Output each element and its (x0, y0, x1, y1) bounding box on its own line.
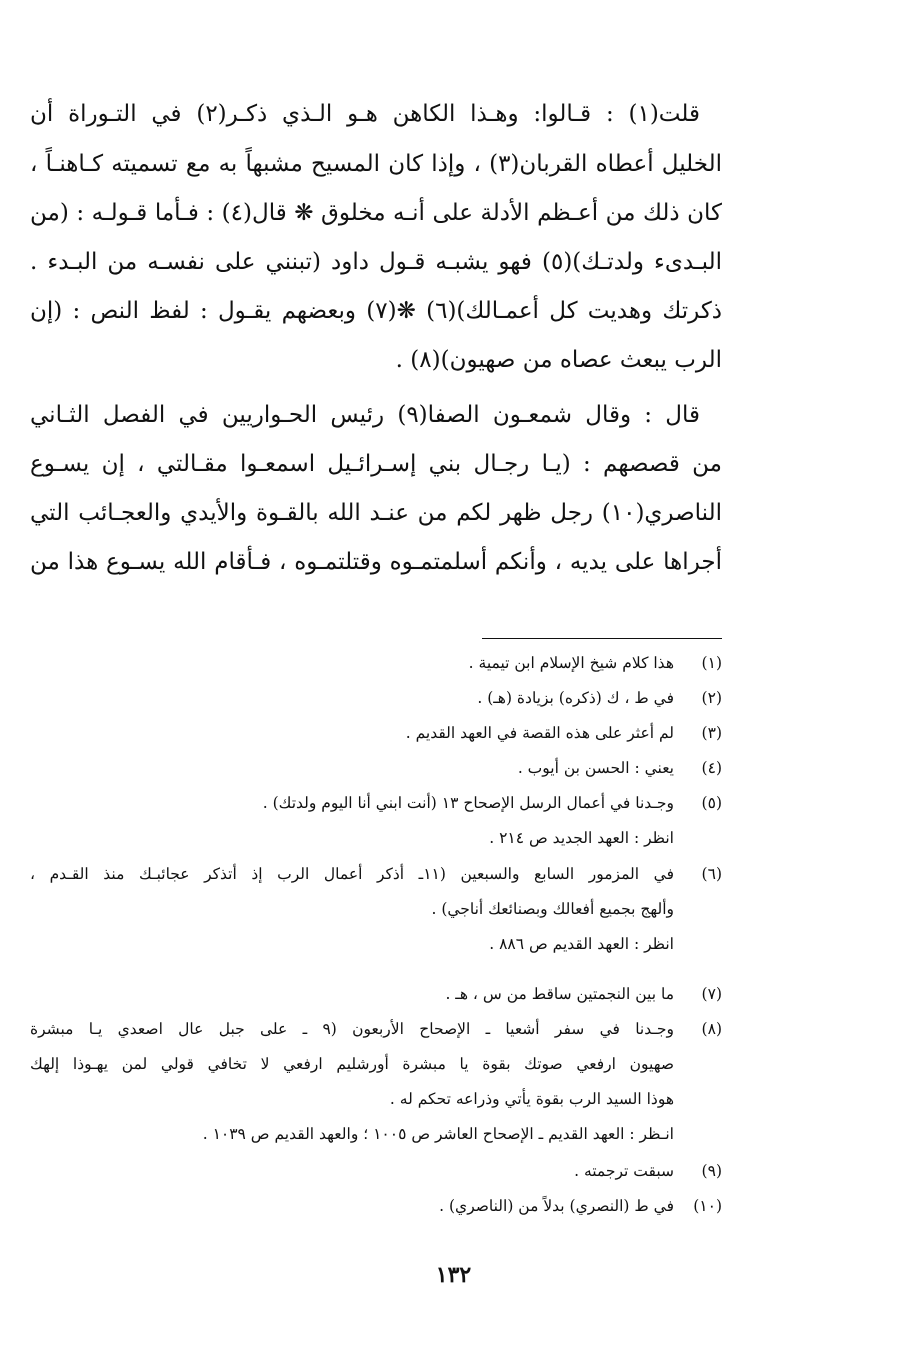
footnote-number: (٦) (701, 865, 722, 883)
footnote (30, 788, 722, 818)
footnote (30, 1156, 722, 1186)
text-line: قلت(١) : قـالوا: وهـذا الكاهن هـو الـذي ذكـر(٢) في التـوراة أن (30, 101, 700, 127)
text-line: ذكرتك وهديت كل أعمـالك)(٦) ❋(٧) وبعضهم يقـول : لفظ النص : (إن (30, 298, 723, 324)
footnote-number: (٥) (701, 794, 722, 812)
footnote-continuation (30, 1084, 722, 1114)
footnote (30, 979, 722, 1009)
footnote-text: هوذا السيد الرب بقوة يأتي وذراعه تحكم له . (389, 1090, 674, 1108)
footnote-number: (٢) (701, 689, 722, 707)
footnote-text: انـظر : العهد القديم ـ الإصحاح العاشر ص ١٠٠٥ ؛ والعهد القديم ص ١٠٣٩ . (202, 1125, 674, 1143)
footnote (30, 718, 722, 748)
text-line: الخليل أعطاه القربان(٣) ، وإذا كان المسيح مشبهاً به مع تسميته كـاهنـاً ، (30, 151, 723, 177)
footnote-text: لم أعثر على هذه القصة في العهد القديم . (405, 724, 674, 742)
text-line: البـدىء ولدتـك)(٥) فهو يشبـه قـول داود (تبنني على نفسـه من البـدء . (30, 249, 723, 275)
footnote-text: في ط (النصري) بدلاً من (الناصري) . (439, 1197, 674, 1215)
footnote-text: يعني : الحسن بن أيوب . (517, 759, 674, 777)
footnote-text: في ط ، ك (ذكره) بزيادة (هـ) . (477, 689, 674, 707)
text-line: كان ذلك من أعـظم الأدلة على أنـه مخلوق ❋ قال(٤) : فـأما قـولـه : (من (30, 200, 722, 226)
text-line: قال : وقال شمعـون الصفا(٩) رئيس الحـواريين في الفصل الثـاني (30, 402, 700, 428)
footnote-number: (٤) (701, 759, 722, 777)
text-line: الناصري(١٠) رجل ظهر لكم من عنـد الله بالقـوة والأيدي والعجـائب التي (30, 500, 722, 526)
footnote-text: وألهج بجميع أفعالك وبصنائعك أناجي) . (431, 900, 674, 918)
footnote (30, 648, 722, 678)
footnote-text: سبقت ترجمته . (574, 1162, 674, 1180)
footnote-number: (٧) (701, 985, 722, 1003)
footnote-number: (٣) (701, 724, 722, 742)
footnote-number: (١٠) (693, 1197, 722, 1215)
footnote-separator (482, 638, 722, 639)
footnote (30, 683, 722, 713)
footnote-continuation (30, 1119, 722, 1149)
page-number: ١٣٢ (435, 1262, 472, 1288)
footnote-number: (٨) (701, 1020, 722, 1038)
footnote-number: (٩) (701, 1162, 722, 1180)
text-line: الرب يبعث عصاه من صهيون)(٨) . (395, 347, 722, 373)
footnote (30, 859, 722, 889)
footnote-continuation (30, 929, 722, 959)
footnote-text: ما بين النجمتين ساقط من س ، هـ . (445, 985, 674, 1003)
footnote-continuation (30, 823, 722, 853)
footnote-text: وجـدنا في سفر أشعيا ـ الإصحاح الأربعون (٩ ـ على جبل عال اصعدي يـا مبشرة (30, 1020, 674, 1038)
footnote-number: (١) (701, 654, 722, 672)
footnote-text: هذا كلام شيخ الإسلام ابن تيمية . (468, 654, 674, 672)
footnote (30, 753, 722, 783)
footnote-continuation (30, 1049, 722, 1079)
footnote (30, 1014, 722, 1044)
footnote-text: انظر : العهد القديم ص ٨٨٦ . (489, 935, 674, 953)
footnote (30, 1191, 722, 1221)
text-line: من قصصهم : (يـا رجـال بني إسـرائـيل اسمعـوا مقـالتي ، إن يسـوع (30, 451, 722, 477)
footnote-text: في المزمور السابع والسبعين (١١ـ أذكر أعمال الرب إذ أتذكر عجائبـك منذ القـدم ، (30, 865, 674, 883)
footnote-text: وجـدنا في أعمال الرسل الإصحاح ١٣ (أنت ابني أنا اليوم ولدتك) . (262, 794, 674, 812)
footnote-continuation (30, 894, 722, 924)
footnote-text: انظر : العهد الجديد ص ٢١٤ . (489, 829, 674, 847)
text-line: أجراها على يديه ، وأنكم أسلمتمـوه وقتلتمـوه ، فـأقام الله يسـوع هذا من (30, 549, 722, 575)
footnote-text: صهيون ارفعي صوتك بقوة يا مبشرة أورشليم ارفعي لا تخافي قولي لمن يهـوذا إلهك (30, 1055, 674, 1073)
